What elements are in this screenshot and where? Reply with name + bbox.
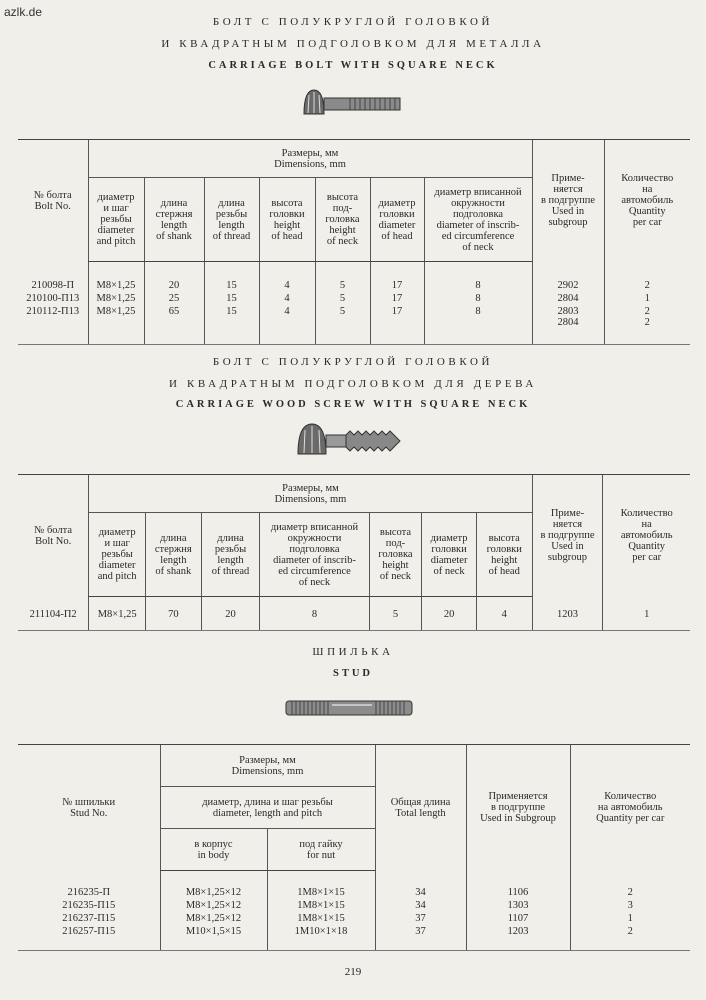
header-height-of-neck: высота под- головка height of neck xyxy=(315,178,370,262)
table-row xyxy=(18,871,690,899)
header-diameter-of-head: диаметр головки diameter of head xyxy=(370,178,424,262)
page-number: 219 xyxy=(344,966,362,978)
cell-height-neck: 5 xyxy=(315,304,370,344)
header-bolt-no: № болта Bolt No. xyxy=(18,140,88,262)
cell-for-nut: 1M10×1×18 xyxy=(267,924,375,950)
table-row xyxy=(18,924,690,950)
section3-title-en: STUD xyxy=(332,668,373,679)
header-used-in-subgroup: Приме- няется в подгруппе Used in subgroup xyxy=(532,475,603,597)
cell-height-head: 4 xyxy=(259,304,315,344)
header-quantity-per-car: Количество на автомобиль Quantity per car xyxy=(604,140,690,262)
carriage-bolt-metal-table xyxy=(18,139,690,345)
header-height-of-head: высота головки height of head xyxy=(259,178,315,262)
cell-length-shank: 20 xyxy=(144,262,204,292)
table-row xyxy=(18,304,690,344)
carriage-wood-screw-illustration xyxy=(290,420,406,460)
cell-length-thread: 20 xyxy=(201,597,260,631)
cell-diameter-head: 17 xyxy=(370,262,424,292)
stud-table xyxy=(18,744,690,951)
cell-diameter-head: 17 xyxy=(370,304,424,344)
cell-bolt-no: 210098-П xyxy=(31,279,75,291)
section2-title-ru-line1: БОЛТ С ПОЛУКРУГЛОЙ ГОЛОВКОЙ xyxy=(212,356,494,368)
cell-subgroup: 1107 xyxy=(466,911,570,924)
table-row xyxy=(18,898,690,911)
header-bolt-no: № болта Bolt No. xyxy=(18,475,89,597)
cell-in-body: M8×1,25×12 xyxy=(160,911,267,924)
header-used-in-subgroup: Применяется в подгруппе Used in Subgroup xyxy=(466,745,570,871)
header-length-of-thread: длина резьбы length of thread xyxy=(201,513,260,597)
header-thread-diameter-length-pitch: диаметр, длина и шаг резьбы diameter, length and pitch xyxy=(160,787,375,829)
cell-subgroup: 2902 xyxy=(532,262,604,292)
header-length-of-shank: длина стержня length of shank xyxy=(146,513,202,597)
cell-subgroup: 1303 xyxy=(466,898,570,911)
cell-quantity: 2 2 xyxy=(604,304,690,344)
cell-total-length: 34 xyxy=(375,898,466,911)
cell-quantity: 1 xyxy=(603,597,690,631)
section1-title-en: CARRIAGE BOLT WITH SQUARE NECK xyxy=(208,60,498,71)
cell-length-shank: 25 xyxy=(144,291,204,304)
header-quantity-per-car: Количество на автомобиль Quantity per car xyxy=(603,475,690,597)
header-diameter-inscribed-neck: диаметр вписанной окружности подголовка diameter of inscrib- ed circumference of neck xyxy=(260,513,369,597)
cell-diameter-pitch: M8×1,25 xyxy=(88,291,144,304)
carriage-wood-screw-table xyxy=(18,474,690,631)
cell-diameter-pitch: M8×1,25 xyxy=(88,262,144,292)
cell-in-body: M8×1,25×12 xyxy=(160,871,267,899)
header-dimensions: Размеры, мм Dimensions, mm xyxy=(89,475,532,513)
watermark: azlk.de xyxy=(4,5,43,19)
section2-title-ru-line2: И КВАДРАТНЫМ ПОДГОЛОВКОМ ДЛЯ ДЕРЕВА xyxy=(169,378,537,390)
carriage-bolt-illustration xyxy=(294,86,404,120)
section1-title-ru-line1: БОЛТ С ПОЛУКРУГЛОЙ ГОЛОВКОЙ xyxy=(212,16,494,28)
header-height-of-head: высота головки height of head xyxy=(476,513,532,597)
cell-total-length: 34 xyxy=(375,871,466,899)
header-for-nut: под гайку for nut xyxy=(267,829,375,871)
cell-total-length: 37 xyxy=(375,924,466,950)
cell-quantity: 1 xyxy=(604,291,690,304)
cell-length-thread: 15 xyxy=(204,304,259,344)
header-diameter-pitch: диаметр и шаг резьбы diameter and pitch xyxy=(89,513,146,597)
table-row xyxy=(18,597,690,631)
cell-subgroup: 1106 xyxy=(466,871,570,899)
cell-for-nut: 1M8×1×15 xyxy=(267,898,375,911)
cell-subgroup: 1203 xyxy=(466,924,570,950)
cell-quantity: 3 xyxy=(570,898,690,911)
header-dimensions: Размеры, мм Dimensions, mm xyxy=(160,745,375,787)
cell-height-head: 4 xyxy=(259,291,315,304)
cell-quantity: 2 xyxy=(570,924,690,950)
cell-height-head: 4 xyxy=(259,262,315,292)
cell-subgroup: 2804 xyxy=(532,291,604,304)
cell-in-body: M8×1,25×12 xyxy=(160,898,267,911)
header-total-length: Общая длина Total length xyxy=(375,745,466,871)
cell-in-body: M10×1,5×15 xyxy=(160,924,267,950)
cell-height-neck: 5 xyxy=(369,597,422,631)
table-row xyxy=(18,291,690,304)
cell-quantity: 2 xyxy=(604,262,690,292)
cell-stud-no: 216257-П15 xyxy=(18,924,160,950)
cell-subgroup: 2803 2804 xyxy=(532,304,604,344)
cell-for-nut: 1M8×1×15 xyxy=(267,911,375,924)
cell-diameter-head: 17 xyxy=(370,291,424,304)
cell-length-shank: 65 xyxy=(144,304,204,344)
cell-diameter-inscribed-neck: 8 xyxy=(260,597,369,631)
cell-diameter-pitch: M8×1,25 xyxy=(88,304,144,344)
cell-bolt-no: 210100-П13 xyxy=(26,293,80,304)
cell-diameter-neck: 8 xyxy=(424,304,532,344)
cell-diameter-neck: 8 xyxy=(424,262,532,292)
cell-diameter-neck: 20 xyxy=(422,597,477,631)
cell-subgroup: 1203 xyxy=(532,597,603,631)
cell-height-neck: 5 xyxy=(315,291,370,304)
header-diameter-of-neck: диаметр головки diameter of neck xyxy=(422,513,477,597)
header-used-in-subgroup: Приме- няется в подгруппе Used in subgroup xyxy=(532,140,604,262)
cell-length-thread: 15 xyxy=(204,291,259,304)
header-in-body: в корпус in body xyxy=(160,829,267,871)
cell-bolt-no: 211104-П2 xyxy=(18,597,89,631)
section1-title-ru-line2: И КВАДРАТНЫМ ПОДГОЛОВКОМ ДЛЯ МЕТАЛЛА xyxy=(161,38,545,50)
header-dimensions: Размеры, мм Dimensions, mm xyxy=(88,140,532,178)
cell-length-shank: 70 xyxy=(146,597,202,631)
table-row xyxy=(18,262,690,292)
header-length-of-thread: длина резьбы length of thread xyxy=(204,178,259,262)
section2-title-en: CARRIAGE WOOD SCREW WITH SQUARE NECK xyxy=(175,399,531,410)
stud-illustration xyxy=(282,694,416,722)
cell-quantity: 1 xyxy=(570,911,690,924)
cell-total-length: 37 xyxy=(375,911,466,924)
cell-bolt-no: 210112-П13 xyxy=(18,304,88,344)
cell-diameter-pitch: M8×1,25 xyxy=(89,597,146,631)
cell-stud-no: 216235-П15 xyxy=(62,900,116,911)
cell-height-head: 4 xyxy=(476,597,532,631)
cell-diameter-neck: 8 xyxy=(424,291,532,304)
cell-stud-no: 216237-П15 xyxy=(62,913,116,924)
cell-stud-no: 216235-П xyxy=(67,886,111,898)
header-stud-no: № шпильки Stud No. xyxy=(18,745,160,871)
cell-length-thread: 15 xyxy=(204,262,259,292)
header-length-of-shank: длина стержня length of shank xyxy=(144,178,204,262)
cell-quantity: 2 xyxy=(570,871,690,899)
header-diameter-inscribed-neck: диаметр вписанной окружности подголовка diameter of inscrib- ed circumference of neck xyxy=(424,178,532,262)
cell-height-neck: 5 xyxy=(315,262,370,292)
header-quantity-per-car: Количество на автомобиль Quantity per car xyxy=(570,745,690,871)
cell-for-nut: 1M8×1×15 xyxy=(267,871,375,899)
section3-title-ru: ШПИЛЬКА xyxy=(312,646,394,658)
header-height-of-neck: высота под- головка height of neck xyxy=(369,513,422,597)
table-row xyxy=(18,911,690,924)
header-diameter-pitch: диаметр и шаг резьбы diameter and pitch xyxy=(88,178,144,262)
